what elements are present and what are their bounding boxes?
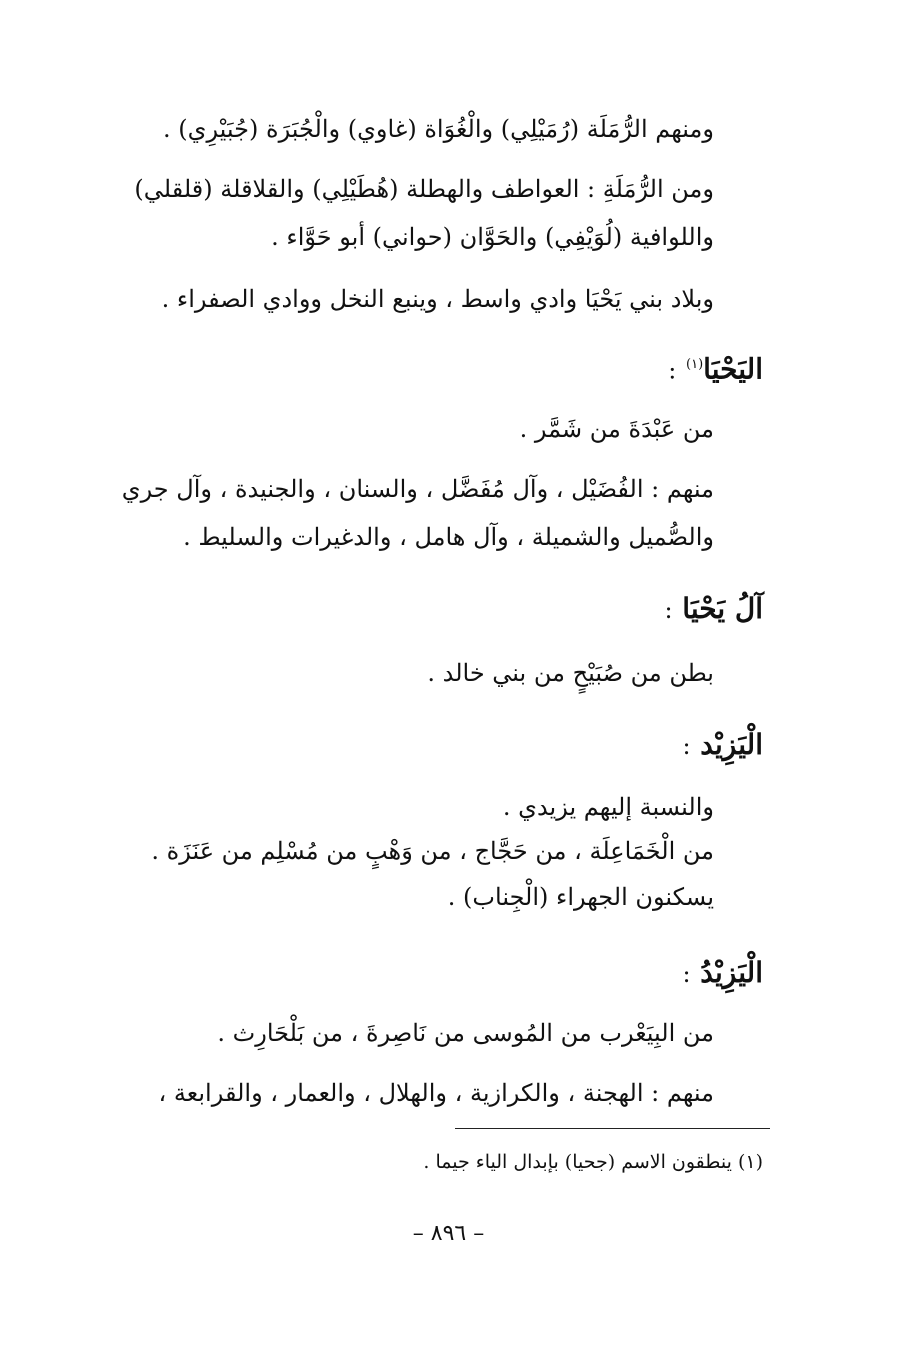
text-line: والصُّميل والشميلة ، وآل هامل ، والدغيرات والسليط . xyxy=(183,523,714,551)
heading-text: اليَحْيَا xyxy=(703,352,763,386)
heading-colon: : xyxy=(664,596,673,624)
section-heading-al-yahya xyxy=(664,590,763,629)
text-line: منهم : الهجنة ، والكرازية ، والهلال ، والعمار ، والقرابعة ، xyxy=(158,1079,714,1107)
page-number: – ٨٩٦ – xyxy=(412,1221,485,1246)
heading-text: الْيَزِيْدُ xyxy=(700,956,763,989)
footnote-mark: (١) xyxy=(686,357,704,372)
section-heading-yahya xyxy=(668,346,763,389)
heading-colon: : xyxy=(682,960,691,988)
text-line: من عَبْدَةَ من شَمَّر . xyxy=(519,415,714,443)
text-line: والنسبة إليهم يزيدي . xyxy=(502,793,714,821)
text-line: واللوافية (لُوَيْفِي) والحَوَّان (حواني) أبو حَوَّاء . xyxy=(271,223,714,251)
text-line: من البِيَعْرب من المُوسى من نَاصِرةَ ، من بَلْحَارِث . xyxy=(217,1019,714,1047)
heading-colon: : xyxy=(682,732,691,760)
heading-text: آلُ يَحْيَا xyxy=(682,592,763,625)
text-line: من الْخَمَاعِلَة ، من حَجَّاج ، من وَهْبٍ من مُسْلِم من عَنَزَة . xyxy=(151,837,714,865)
heading-text: الْيَزِيْد xyxy=(700,728,763,761)
section-heading-yazid-2 xyxy=(682,954,763,993)
footnote: (١) ينطقون الاسم (جحيا) بإبدال الياء جيما . xyxy=(423,1151,763,1173)
section-heading-yazid xyxy=(682,726,763,765)
text-line: منهم : الفُضَيْل ، وآل مُفَضَّل ، والسنان ، والجنيدة ، وآل جري xyxy=(121,475,714,503)
text-line: وبلاد بني يَحْيَا وادي واسط ، وينبع النخل ووادي الصفراء . xyxy=(161,285,714,313)
text-line: ومن الرُّمَلَةِ : العواطف والهطلة (هُطَيْلِي) والقلاقلة (قلقلي) xyxy=(134,175,714,203)
footnote-divider xyxy=(455,1128,770,1129)
text-line: ومنهم الرُّمَلَة (رُمَيْلِي) والْغُوَاة (غاوي) والْجُبَرَة (جُبَيْرِي) . xyxy=(163,115,714,143)
text-line: بطن من صُبَيْحٍ من بني خالد . xyxy=(427,659,714,687)
heading-colon: : xyxy=(668,356,677,385)
text-line: يسكنون الجهراء (الْجِناب) . xyxy=(447,883,714,911)
